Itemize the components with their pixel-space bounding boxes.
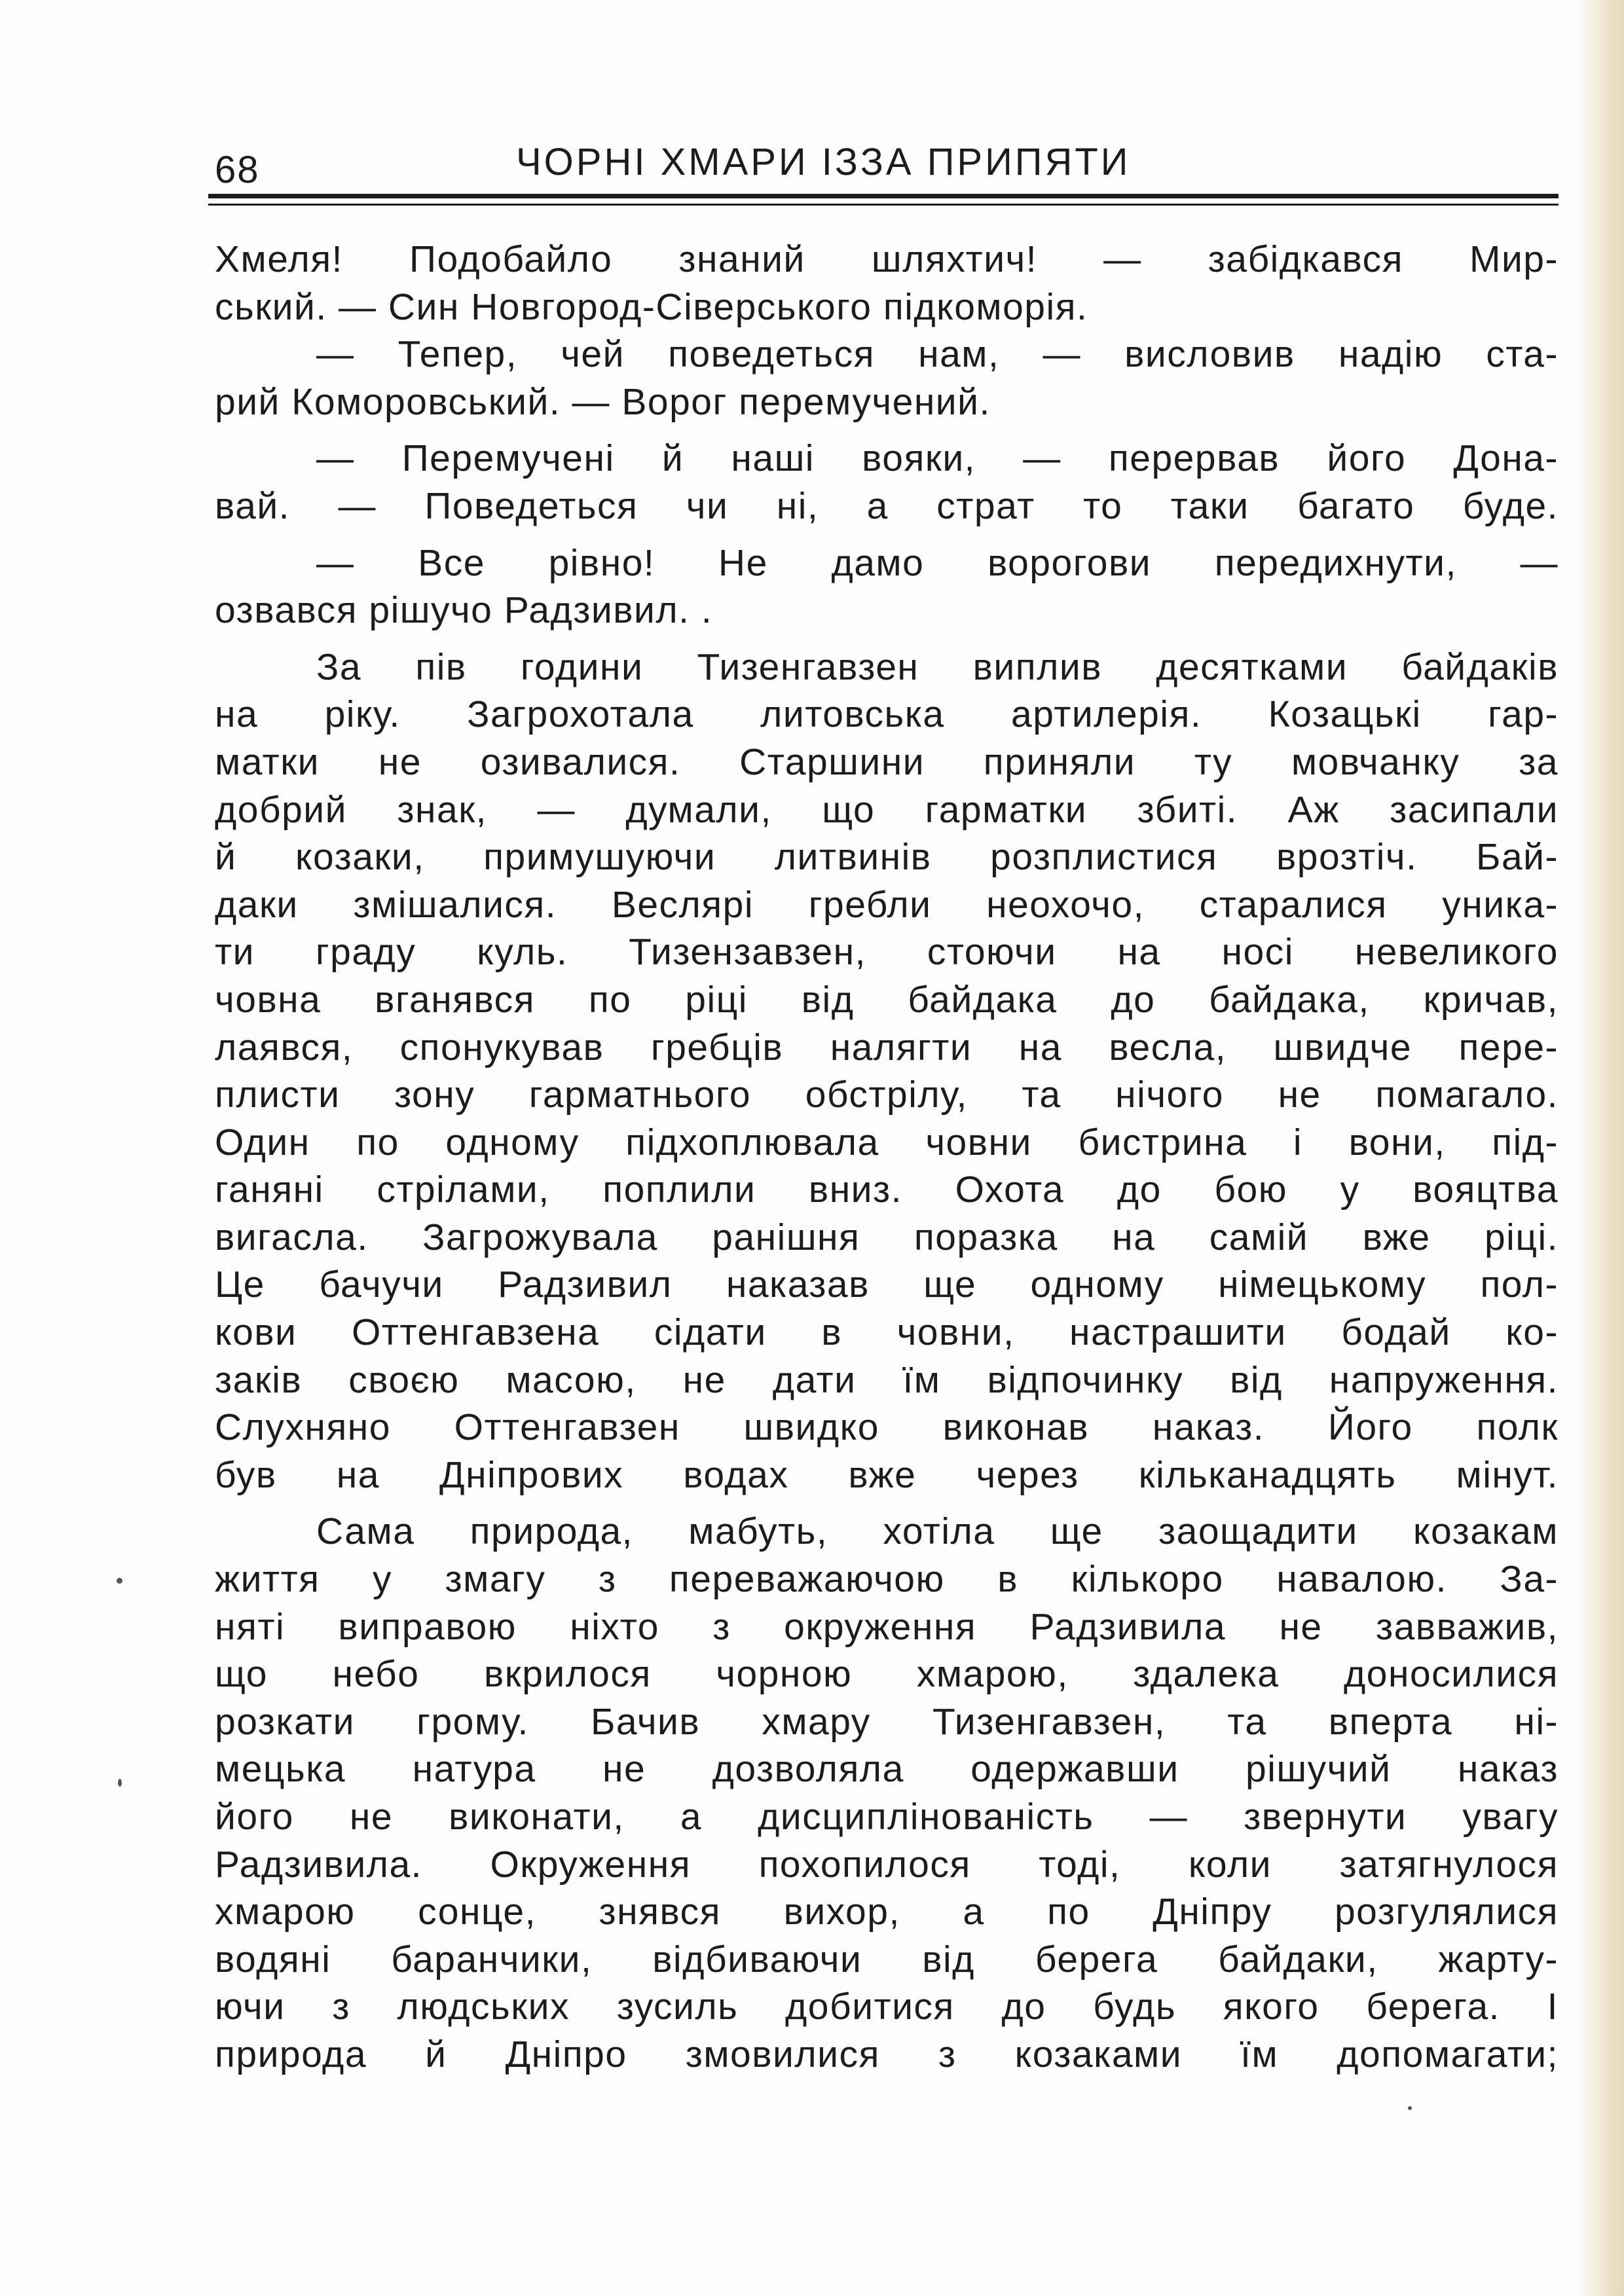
text-line: — Перемучені й наші вояки, — перервав його Дона- bbox=[316, 437, 1559, 480]
text-line: озвався рішучо Радзивил. . bbox=[215, 589, 713, 632]
text-line: водяні баранчики, відбиваючи від берега байдаки, жарту- bbox=[215, 1938, 1559, 1980]
text-line: кови Оттенгавзена сідати в човни, настрашити бодай ко- bbox=[215, 1311, 1559, 1354]
text-line: Один по одному підхоплювала човни бистрина і вони, під- bbox=[215, 1121, 1559, 1163]
paper-edge bbox=[1578, 0, 1624, 2296]
text-line: рий Коморовський. — Ворог перемучений. bbox=[215, 380, 991, 423]
text-line: лаявся, спонукував гребців налягти на весла, швидче пере- bbox=[215, 1026, 1559, 1068]
header-rule-thin bbox=[208, 204, 1559, 206]
text-line: човна вганявся по ріці від байдака до байдака, кричав, bbox=[215, 978, 1559, 1021]
text-line: няті виправою ніхто з окруження Радзивила не завважив, bbox=[215, 1605, 1559, 1648]
page-number: 68 bbox=[215, 149, 260, 191]
scan-speck bbox=[1408, 2106, 1412, 2110]
text-line: ти граду куль. Тизензавзен, стоючи на носі невеликого bbox=[215, 931, 1559, 974]
running-title: ЧОРНІ ХМАРИ ІЗЗА ПРИПЯТИ bbox=[516, 141, 1131, 183]
text-line: плисти зону гарматнього обстрілу, та нічого не помагало. bbox=[215, 1074, 1559, 1116]
text-line: За пів години Тизенгавзен виплив десятками байдаків bbox=[316, 646, 1559, 688]
text-line: даки змішалися. Веслярі гребли неохочо, старалися уника- bbox=[215, 883, 1559, 926]
text-line: що небо вкрилося чорною хмарою, здалека доносилися bbox=[215, 1653, 1559, 1696]
text-line: життя у змагу з переважаючою в кількоро навалою. За- bbox=[215, 1558, 1559, 1601]
text-line: — Тепер, чей поведеться нам, — висловив надію ста- bbox=[316, 333, 1559, 376]
text-line: заків своєю масою, не дати їм відпочинку від напруження. bbox=[215, 1358, 1559, 1401]
scan-speck bbox=[117, 1578, 122, 1584]
text-line: мецька натура не дозволяла одержавши рішучий наказ bbox=[215, 1748, 1559, 1791]
text-line: вай. — Поведеться чи ні, а страт то таки багато буде. bbox=[215, 484, 1559, 527]
text-line: ючи з людських зусиль добитися до будь якого берега. І bbox=[215, 1986, 1559, 2028]
text-line: хмарою сонце, знявся вихор, а по Дніпру розгулялися bbox=[215, 1891, 1559, 1933]
text-line: матки не озивалися. Старшини приняли ту мовчанку за bbox=[215, 740, 1559, 783]
text-line: й козаки, примушуючи литвинів розплистися врозтіч. Бай- bbox=[215, 836, 1559, 879]
page-header bbox=[215, 140, 1559, 199]
text-line: природа й Дніпро змовилися з козаками їм допомагати; bbox=[215, 2033, 1559, 2075]
scan-speck bbox=[118, 1779, 122, 1787]
text-line: Радзивила. Окруження похопилося тоді, коли затягнулося bbox=[215, 1843, 1559, 1886]
text-line: його не виконати, а дисциплінованість — звернути увагу bbox=[215, 1796, 1559, 1838]
text-line: Слухняно Оттенгавзен швидко виконав наказ. Його полк bbox=[215, 1406, 1559, 1449]
text-line: розкати грому. Бачив хмару Тизенгавзен, та вперта ні- bbox=[215, 1700, 1559, 1743]
text-line: вигасла. Загрожувала ранішня поразка на самій вже ріці. bbox=[215, 1216, 1559, 1258]
text-line: Це бачучи Радзивил наказав ще одному німецькому пол- bbox=[215, 1264, 1559, 1306]
text-line: ганяні стрілами, поплили вниз. Охота до бою у вояцтва bbox=[215, 1169, 1559, 1211]
text-line: на ріку. Загрохотала литовська артилерія. Козацькі гар- bbox=[215, 693, 1559, 736]
text-line: був на Дніпрових водах вже через кільканадцять мінут. bbox=[215, 1453, 1559, 1496]
text-line: Сама природа, мабуть, хотіла ще заощадити козакам bbox=[316, 1510, 1559, 1553]
text-line: — Все рівно! Не дамо ворогови передихнути, — bbox=[316, 541, 1559, 584]
header-rule-thick bbox=[208, 194, 1559, 198]
body-text bbox=[215, 236, 1559, 2079]
text-line: ський. — Син Новгород-Сіверського підкоморія. bbox=[215, 285, 1088, 328]
text-line: Хмеля! Подобайло знаний шляхтич! — забідкався Мир- bbox=[215, 238, 1559, 280]
text-line: добрий знак, — думали, що гарматки збиті. Аж засипали bbox=[215, 788, 1559, 831]
